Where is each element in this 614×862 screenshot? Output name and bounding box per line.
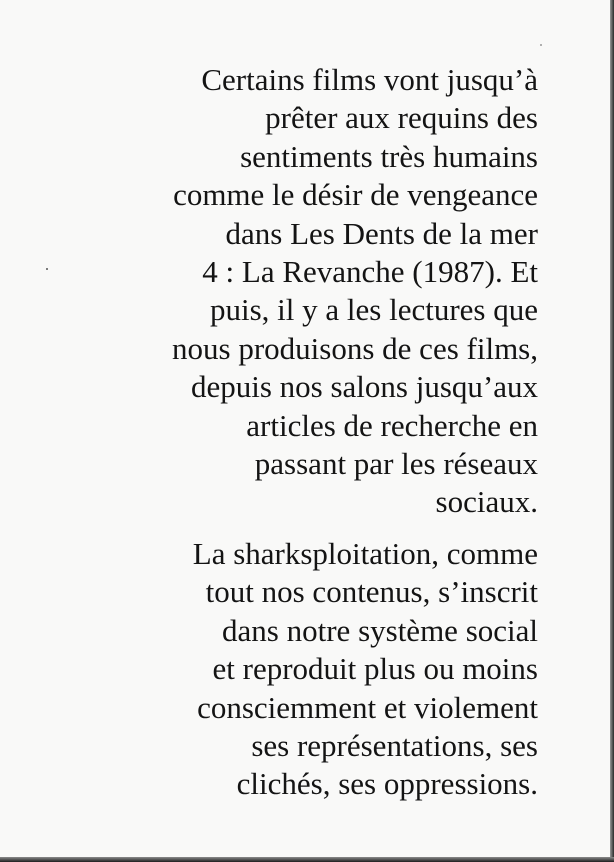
paragraph-line: prêter aux requins des (265, 100, 538, 136)
paragraph-line: puis, il y a les lectures que (210, 292, 538, 328)
scan-border-bottom (0, 857, 614, 862)
paragraph-line: consciemment et violement (197, 689, 538, 725)
scan-border-right (610, 0, 614, 862)
paragraph-line: clichés, ses oppressions. (236, 766, 538, 802)
paragraph-line: nous produisons de ces films, (172, 330, 538, 366)
paragraph-line: sentiments très humains (240, 138, 538, 174)
paragraph-line: dans Les Dents de la mer (225, 215, 538, 251)
paragraph-line: ses représentations, ses (251, 728, 538, 764)
paragraph-line: Certains films vont jusqu’à (201, 62, 538, 97)
paragraph-line: La sharksploitation, comme (192, 536, 538, 571)
paragraph-1 (68, 61, 538, 522)
paragraph-line: 4 : La Revanche (1987). Et (202, 254, 538, 290)
paragraph-2 (68, 535, 538, 804)
paragraph-line: articles de recherche en (246, 407, 538, 443)
paragraph-line: comme le désir de vengeance (173, 177, 538, 213)
paragraph-line: depuis nos salons jusqu’aux (190, 369, 538, 405)
scan-speck (540, 44, 542, 46)
paragraph-line: dans notre système social (222, 612, 538, 648)
scan-speck (46, 268, 48, 270)
paragraph-line: sociaux. (435, 484, 538, 520)
paragraph-line: et reproduit plus ou moins (212, 651, 538, 687)
paragraph-line: passant par les réseaux (254, 446, 538, 482)
paragraph-line: tout nos contenus, s’inscrit (205, 574, 538, 610)
